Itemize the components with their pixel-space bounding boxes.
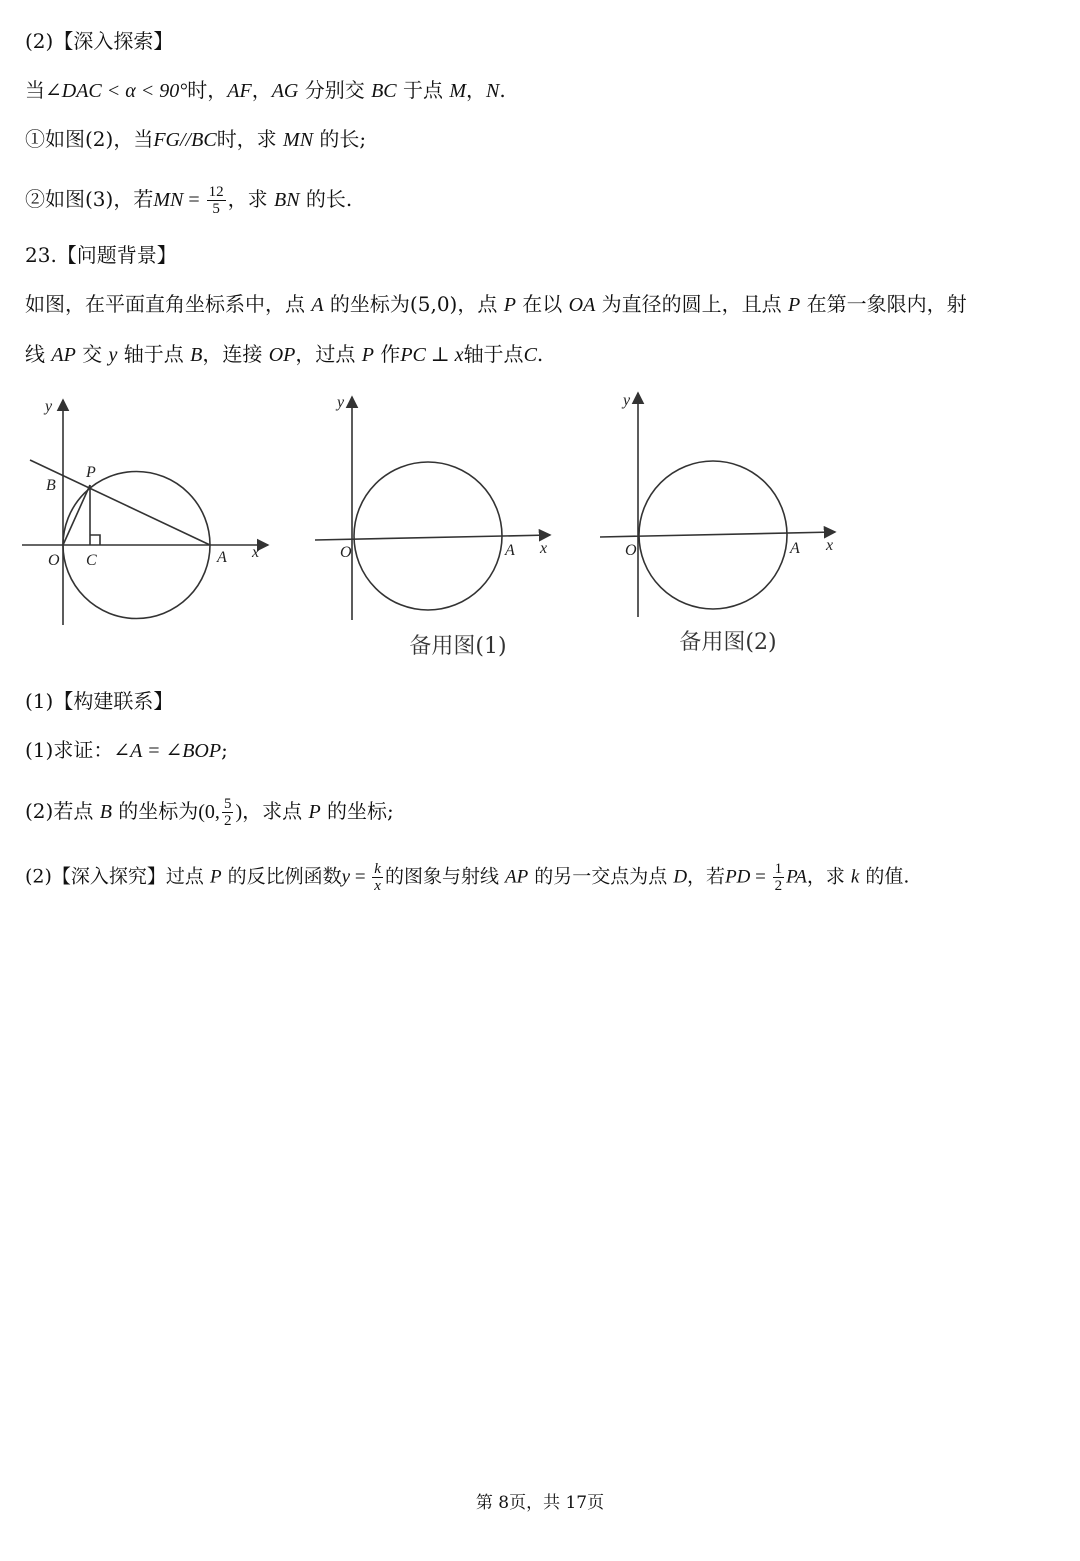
q23-point-c: C — [523, 344, 537, 366]
q22-text2: 于点 — [396, 78, 450, 102]
q23-part2-c: 的图象与射线 — [384, 865, 505, 888]
fig-main-o-label: O — [48, 552, 60, 569]
fraction-numerator: 1 — [774, 861, 783, 877]
q22-condition — [25, 77, 506, 104]
fig-spare1-o-label: O — [340, 544, 352, 561]
q23-ray-ap: AP — [51, 344, 76, 366]
q22-cond-math: ∠DAC < α < 90° — [45, 80, 188, 102]
q23-intro1-d: 为直径的圆上，且点 — [595, 292, 789, 316]
q22-item1 — [25, 126, 366, 153]
fig-main-a-label: A — [217, 549, 227, 566]
fig-spare2-a-label: A — [790, 540, 800, 557]
x-axis — [315, 535, 550, 540]
q22-item2-end: 的长. — [299, 187, 353, 211]
fig-main-x-label: x — [252, 544, 260, 561]
fig-spare1-a-label: A — [505, 542, 515, 559]
q23-intro2-e: ，过点 — [295, 342, 362, 366]
q23-p2-pre: (2)若点 — [25, 799, 100, 823]
figure-spare1 — [315, 397, 550, 620]
q23-p1 — [25, 737, 228, 764]
q23-part2-point-d: D — [673, 866, 688, 888]
q23-header: 23.【问题背景】 — [25, 243, 177, 267]
q23-p1-math: ∠A = ∠BOP — [113, 740, 222, 762]
q23-p2-point-p: P — [308, 801, 321, 823]
q23-intro1-c: 在以 — [515, 292, 569, 316]
q23-y-axis: y — [108, 344, 118, 366]
q23-intro1-b: 的坐标为(5,0)，点 — [323, 292, 504, 316]
q23-part2-half-fraction — [773, 861, 785, 894]
q23-part1-header: (1)【构建联系】 — [25, 689, 174, 713]
q22-seg-af: AF — [227, 80, 252, 102]
q23-intro1-e: 在第一象限内，射 — [800, 292, 967, 316]
page-footer: 第 8页，共 17页 — [475, 1493, 605, 1513]
q23-intro2-b: 交 — [75, 342, 109, 366]
fraction-denominator: x — [374, 878, 381, 894]
q22-item2 — [25, 184, 352, 217]
figure-spare2 — [600, 393, 835, 617]
fig-spare1-caption: 备用图(1) — [409, 634, 507, 659]
fig-spare2-x-label: x — [826, 537, 834, 554]
q23-intro2-h: . — [536, 342, 544, 366]
q23-part2-f: ，求 — [806, 865, 851, 888]
q23-intro-line1 — [25, 291, 967, 318]
q23-intro1-a: 如图，在平面直角坐标系中，点 — [25, 292, 312, 316]
q22-point-m: M — [449, 80, 467, 102]
q23-point-p: P — [503, 294, 516, 316]
q23-part2-b: 的反比例函数 — [221, 865, 342, 888]
fig-spare2-y-label: y — [623, 392, 631, 409]
q23-intro2-f: 作 — [373, 342, 401, 366]
fig-main-c-label: C — [86, 552, 97, 569]
q23-point-p2: P — [788, 294, 801, 316]
q22-item2-math: MN — [153, 189, 184, 211]
q23-intro2-d: ，连接 — [202, 342, 269, 366]
q23-p2-mid2: ，求点 — [242, 799, 309, 823]
q22-cond-end: . — [499, 78, 506, 102]
q22-cond-mid: 时， — [187, 78, 228, 102]
q22-point-n: N — [486, 80, 500, 102]
q22-comma2: ， — [466, 78, 487, 102]
fig-main-p-label: P — [86, 464, 96, 481]
q23-part2-e: ，若 — [687, 865, 726, 888]
fig-spare2-caption: 备用图(2) — [679, 630, 777, 655]
q22-item2-pre: ②如图(3)，若 — [25, 187, 154, 211]
q22-item2-seg: BN — [273, 189, 300, 211]
q23-p2-end: 的坐标; — [320, 799, 394, 823]
q23-p2-fraction — [222, 796, 234, 829]
q23-part2-point-p: P — [209, 866, 222, 888]
fig-spare1-y-label: y — [337, 394, 345, 411]
q23-part2-pa: PA — [786, 866, 807, 888]
q22-seg-ag: AG — [271, 80, 299, 102]
q22-comma: ， — [251, 78, 272, 102]
fraction-numerator: k — [374, 861, 381, 877]
q23-p2-close: ) — [235, 801, 243, 823]
q23-part2-ray-ap: AP — [505, 866, 529, 888]
q23-p2 — [25, 796, 394, 829]
q23-p1-pre: (1)求证： — [25, 738, 114, 762]
fraction-denominator: 2 — [223, 813, 232, 829]
q23-part2-eq2: = — [750, 866, 771, 888]
q22-item1-pre: ①如图(2)，当 — [25, 127, 154, 151]
fig-main-b-label: B — [46, 477, 56, 494]
q23-seg-op: OP — [268, 344, 296, 366]
q23-part2-eq: = — [350, 866, 371, 888]
q23-point-p3: P — [361, 344, 374, 366]
q22-text1: 分别交 — [298, 78, 372, 102]
fraction-numerator: 5 — [223, 796, 232, 812]
q22-item1-mid: 时，求 — [216, 127, 284, 151]
fig-spare2-o-label: O — [625, 542, 637, 559]
q23-intro2-g: 轴于点 — [463, 342, 524, 366]
q22-item2-mid: ，求 — [227, 187, 274, 211]
fig-main-y-label: y — [45, 398, 53, 415]
q23-part2-y: y — [341, 866, 351, 888]
q23-p1-end: ; — [221, 738, 228, 762]
q23-part2 — [25, 861, 909, 894]
q23-intro-line2 — [25, 341, 543, 368]
q22-item1-seg: MN — [283, 129, 314, 151]
q23-p2-open: (0, — [198, 801, 220, 823]
q23-figures — [0, 385, 1080, 675]
q22-part2-header: (2)【深入探索】 — [25, 29, 174, 53]
q23-point-b: B — [190, 344, 203, 366]
q23-part2-pd: PD — [725, 866, 751, 888]
q22-seg-bc: BC — [371, 80, 397, 102]
fraction-denominator: 2 — [774, 878, 783, 894]
q22-item2-fraction — [207, 184, 226, 217]
q23-part2-k-fraction — [372, 861, 383, 894]
q23-intro2-a: 线 — [25, 342, 52, 366]
q23-part2-a: (2)【深入探究】过点 — [25, 865, 210, 888]
fig-spare1-x-label: x — [540, 540, 548, 557]
q23-part2-g: 的值. — [859, 865, 910, 888]
q22-item2-eq: = — [183, 189, 205, 211]
figure-main — [22, 400, 268, 625]
q23-part2-k: k — [850, 866, 860, 888]
q22-item1-math: FG//BC — [153, 129, 217, 151]
q23-p2-mid: 的坐标为 — [111, 799, 199, 823]
q23-intro2-c: 轴于点 — [117, 342, 191, 366]
right-angle-mark — [90, 535, 100, 545]
q23-p2-point-b: B — [99, 801, 112, 823]
q23-pc-perp: PC ⊥ x — [400, 344, 464, 366]
fraction-numerator: 12 — [208, 184, 224, 200]
q23-point-a: A — [311, 294, 324, 316]
q23-seg-oa: OA — [568, 294, 596, 316]
segment-op — [63, 485, 90, 545]
q23-part2-d: 的另一交点为点 — [528, 865, 674, 888]
x-axis — [600, 532, 835, 537]
q22-item1-end: 的长; — [313, 127, 367, 151]
fraction-denominator: 5 — [212, 201, 220, 217]
q22-cond-pre: 当 — [25, 78, 45, 102]
